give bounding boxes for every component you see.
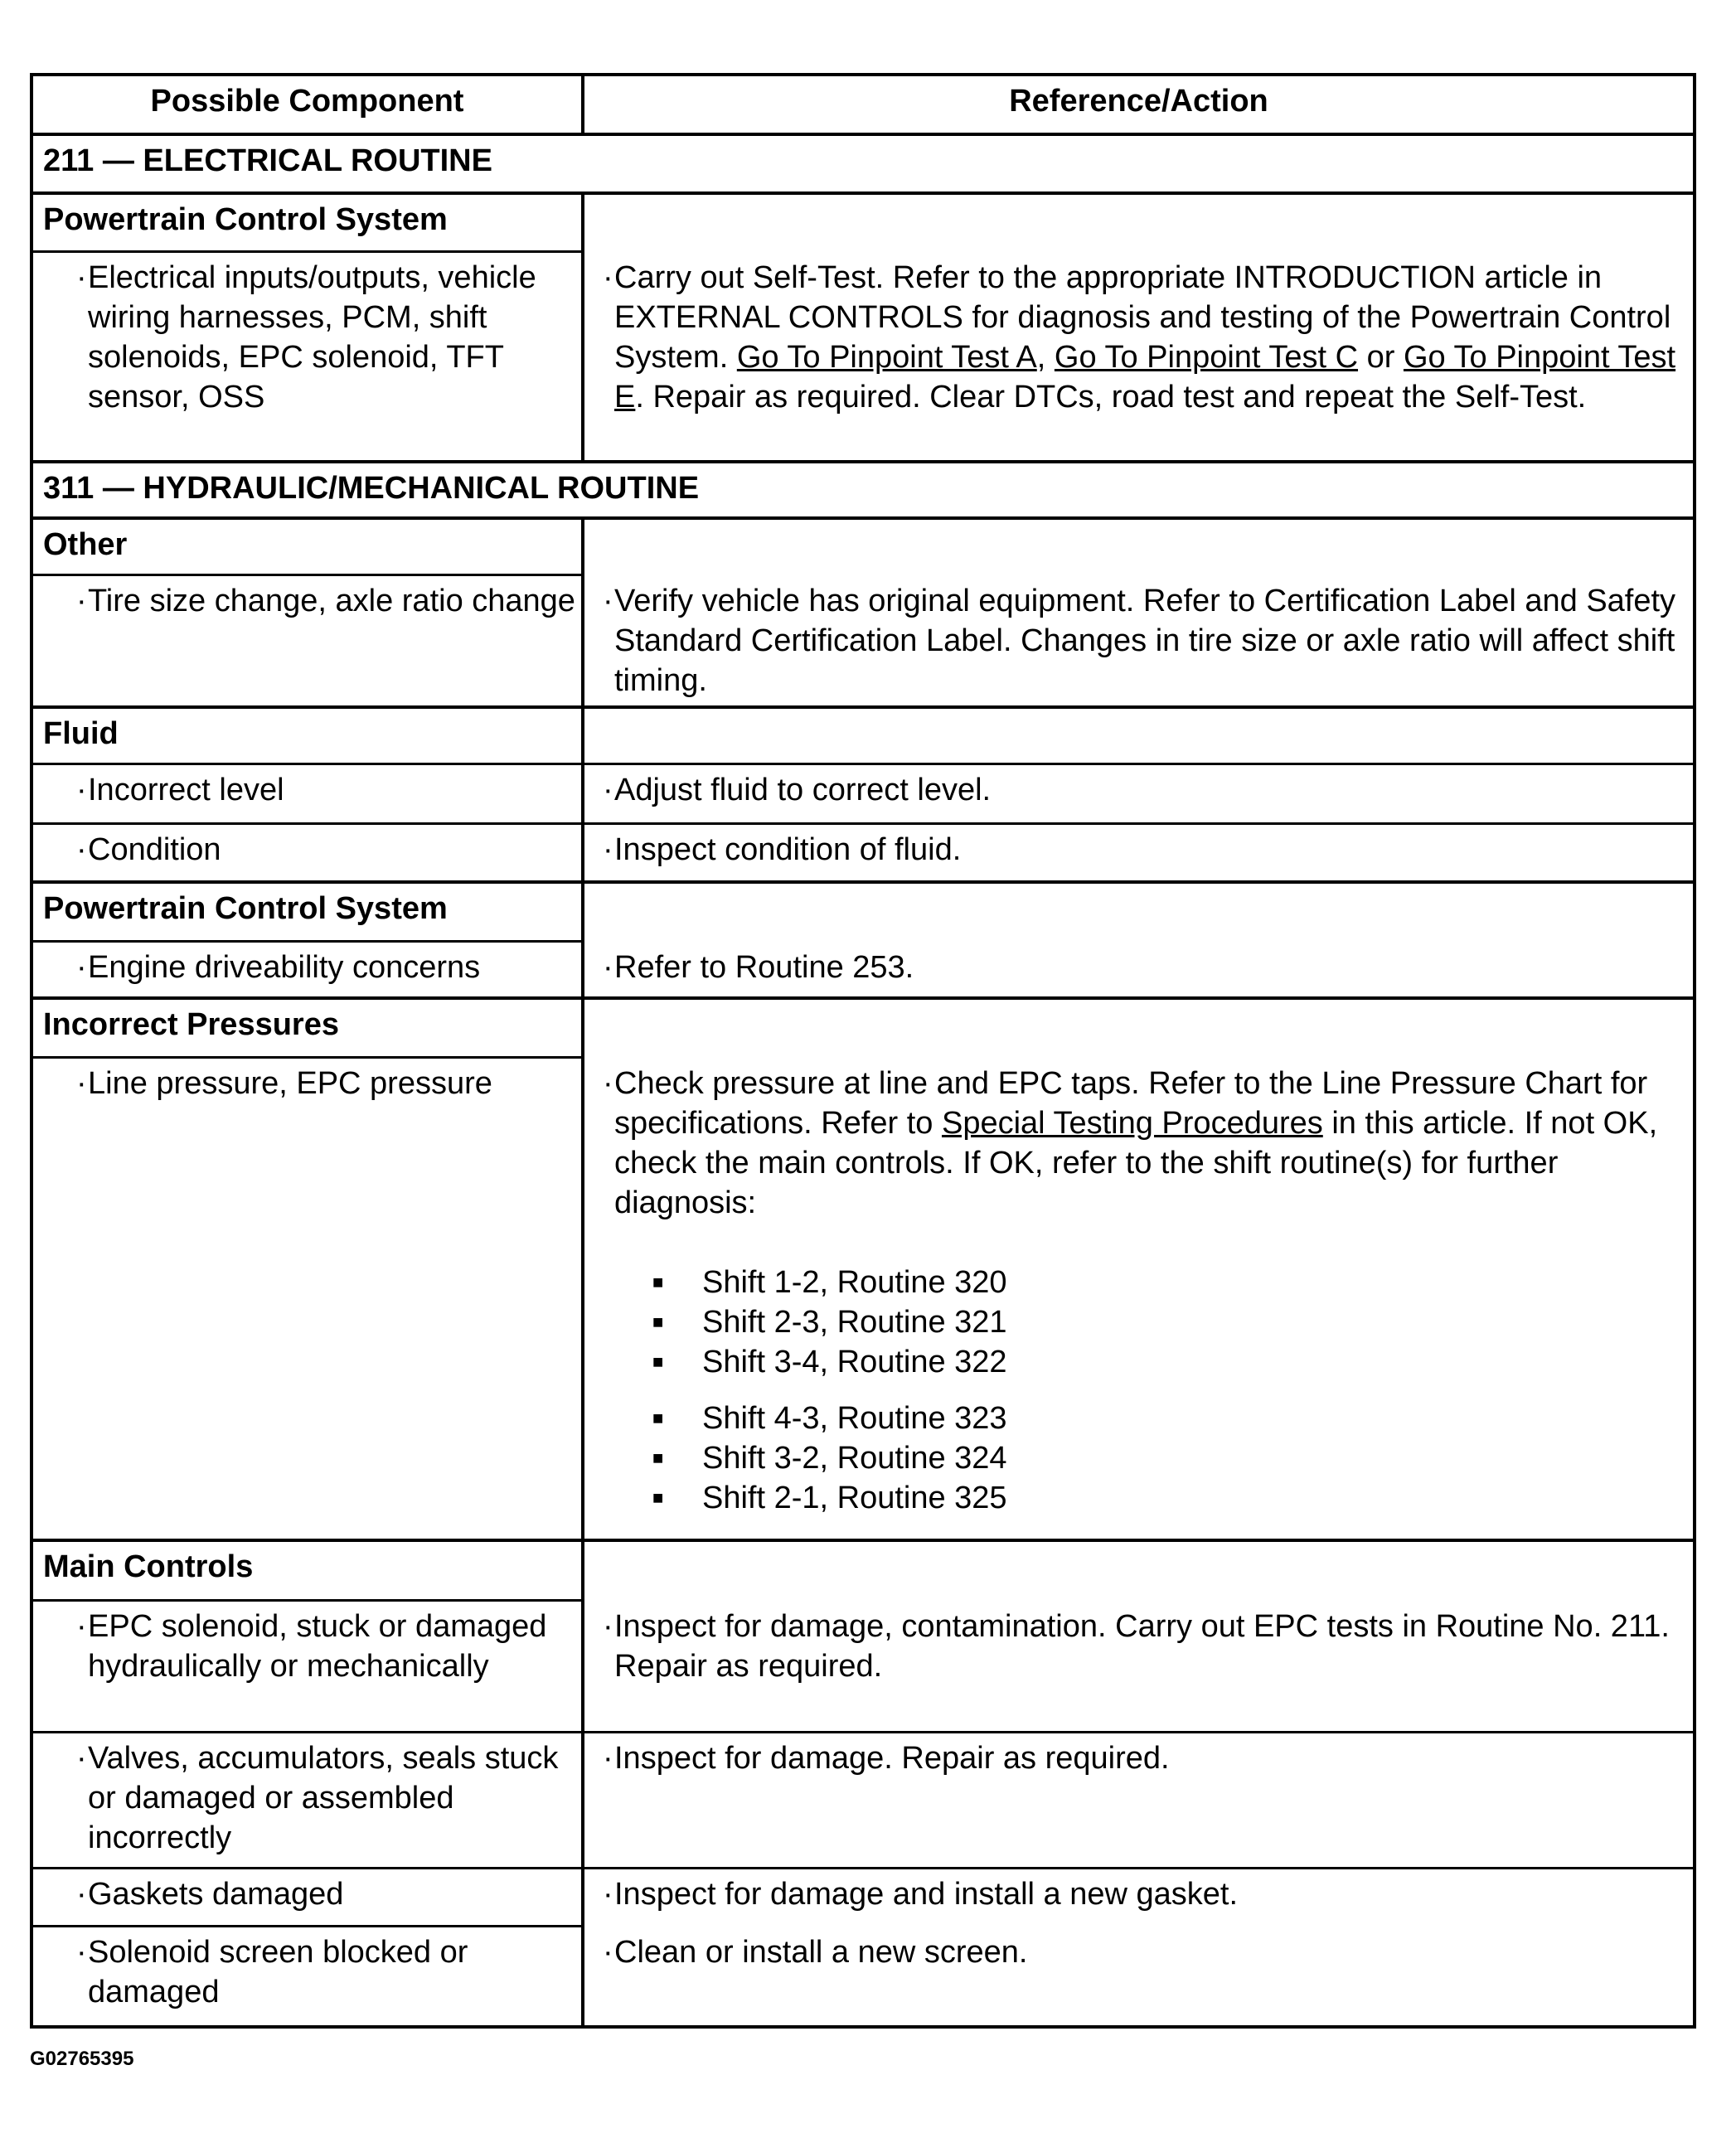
list-item-text: Shift 1-2, Routine 320: [702, 1265, 1007, 1300]
bullet-icon: ·: [603, 1741, 613, 1776]
bullet-icon: ·: [603, 950, 613, 985]
link-pinpoint-test-a[interactable]: Go To Pinpoint Test A: [736, 340, 1037, 375]
component-text: Solenoid screen blocked or damaged: [88, 1935, 468, 2009]
action-cell-epc-tests: [584, 1602, 1693, 1731]
action-text: Inspect for damage and install a new gasket.: [614, 1877, 1239, 1912]
component-text: EPC solenoid, stuck or damaged hydraulically or mechanically: [88, 1609, 547, 1684]
bullet-icon: ·: [76, 773, 87, 807]
bullet-icon: ·: [603, 1935, 613, 1970]
action-cell-inspect-damage: [584, 1733, 1693, 1867]
component-cell-electrical: [33, 253, 581, 460]
action-text: Inspect condition of fluid.: [614, 832, 962, 867]
component-cell-solenoid-screen: [33, 1927, 581, 2025]
bullet-icon: ·: [603, 773, 613, 807]
action-text: Refer to Routine 253.: [614, 950, 914, 985]
action-cell-verify-equipment: [584, 576, 1693, 705]
link-pinpoint-test-c[interactable]: Go To Pinpoint Test C: [1054, 340, 1359, 375]
section-title-211: 211 — ELECTRICAL ROUTINE: [43, 143, 492, 178]
component-cell-condition: [33, 825, 581, 880]
bullet-icon: ·: [603, 584, 613, 618]
list-item: [652, 1302, 1676, 1342]
action-text-part: Check pressure at line and EPC taps. Refer to the Line Pressure Chart for specifications. Refer to: [614, 1066, 1648, 1141]
action-cell-self-test: [584, 253, 1693, 460]
square-bullet-icon: ■: [652, 1272, 664, 1292]
bullet-icon: ·: [76, 832, 87, 867]
list-item: [652, 1342, 1676, 1382]
component-cell-epc-solenoid: [33, 1602, 581, 1731]
bullet-icon: ·: [603, 832, 613, 867]
component-text: Incorrect level: [88, 773, 284, 807]
action-text: Inspect for damage, contamination. Carry out EPC tests in Routine No. 211. Repair as required.: [614, 1609, 1670, 1684]
action-cell-routine-253: [584, 943, 1693, 996]
group-title-powertrain-211: Powertrain Control System: [43, 202, 448, 237]
list-item-text: Shift 2-3, Routine 321: [702, 1305, 1007, 1340]
column-header-component: Possible Component: [150, 84, 464, 119]
square-bullet-icon: ■: [652, 1408, 664, 1428]
list-item-text: Shift 3-2, Routine 324: [702, 1441, 1007, 1476]
action-text-part: Carry out Self-Test. Refer to the appropriate INTRODUCTION article in EXTERNAL CONTROLS for diagnosis and testing of the Powertrain Control System.: [614, 260, 1671, 375]
action-text: [614, 1064, 1676, 1539]
action-cell-check-pressure: [584, 1059, 1693, 1539]
bullet-icon: ·: [76, 1877, 87, 1912]
component-cell-gaskets: [33, 1869, 581, 1925]
component-text: Engine driveability concerns: [88, 950, 481, 985]
list-item-text: Shift 3-4, Routine 322: [702, 1345, 1007, 1379]
action-text: Clean or install a new screen.: [614, 1935, 1028, 1970]
shift-routine-list-downshift: [614, 1399, 1676, 1518]
list-item: [652, 1478, 1676, 1518]
action-text: Verify vehicle has original equipment. Refer to Certification Label and Safety Standard Certification Label. Changes in tire size or axle ratio will affect shift timing.: [614, 584, 1676, 698]
list-item: [652, 1399, 1676, 1438]
bullet-icon: ·: [76, 584, 87, 618]
separator: ,: [1036, 340, 1055, 375]
square-bullet-icon: ■: [652, 1351, 664, 1372]
list-item: [652, 1438, 1676, 1478]
action-cell-new-gasket: [584, 1869, 1693, 1925]
bullet-icon: ·: [76, 1609, 87, 1644]
link-special-testing-procedures[interactable]: Special Testing Procedures: [941, 1106, 1323, 1141]
separator: or: [1358, 340, 1404, 375]
group-title-other: Other: [43, 527, 128, 562]
column-header-action: Reference/Action: [1009, 84, 1268, 119]
action-cell-new-screen: [584, 1927, 1693, 2025]
section-title-311: 311 — HYDRAULIC/MECHANICAL ROUTINE: [43, 471, 700, 506]
bullet-icon: ·: [76, 1066, 87, 1101]
component-cell-line-pressure: [33, 1059, 581, 1539]
action-paragraph: [614, 1064, 1676, 1223]
bullet-icon: ·: [603, 1066, 613, 1101]
action-text-part: in this article. If not OK, check the main controls. If OK, refer to the shift routine(s) for further diagnosis:: [614, 1106, 1658, 1220]
component-text: Valves, accumulators, seals stuck or damaged or assembled incorrectly: [88, 1741, 559, 1855]
action-text-part: . Repair as required. Clear DTCs, road test and repeat the Self-Test.: [635, 380, 1587, 414]
component-text: Condition: [88, 832, 221, 867]
component-text: Gaskets damaged: [88, 1877, 344, 1912]
square-bullet-icon: ■: [652, 1487, 664, 1508]
component-cell-driveability: [33, 943, 581, 996]
bullet-icon: ·: [76, 1935, 87, 1970]
action-cell-adjust-fluid: [584, 765, 1693, 822]
component-cell-incorrect-level: [33, 765, 581, 822]
group-title-pressures: Incorrect Pressures: [43, 1007, 339, 1042]
action-cell-inspect-fluid: [584, 825, 1693, 880]
component-text: Line pressure, EPC pressure: [88, 1066, 492, 1101]
bullet-icon: ·: [76, 260, 87, 295]
list-item-text: Shift 2-1, Routine 325: [702, 1481, 1007, 1515]
list-item-text: Shift 4-3, Routine 323: [702, 1401, 1007, 1436]
bullet-icon: ·: [76, 950, 87, 985]
bullet-icon: ·: [603, 1609, 613, 1644]
component-text: Electrical inputs/outputs, vehicle wiring harnesses, PCM, shift solenoids, EPC solenoid, TFT sensor, OSS: [88, 260, 536, 414]
action-text: Adjust fluid to correct level.: [614, 773, 992, 807]
bullet-icon: ·: [76, 1741, 87, 1776]
group-title-main-controls: Main Controls: [43, 1549, 254, 1584]
component-cell-tire-size: [33, 576, 581, 705]
bullet-icon: ·: [603, 260, 613, 295]
action-text: [614, 258, 1676, 460]
figure-id: G02765395: [30, 2048, 134, 2070]
group-title-powertrain-311: Powertrain Control System: [43, 891, 448, 926]
bullet-icon: ·: [603, 1877, 613, 1912]
square-bullet-icon: ■: [652, 1311, 664, 1332]
group-title-fluid: Fluid: [43, 716, 119, 751]
shift-routine-list-upshift: [614, 1263, 1676, 1382]
square-bullet-icon: ■: [652, 1447, 664, 1468]
link-pinpoint-test-e[interactable]: Go To Pinpoint Test E: [614, 340, 1676, 414]
list-item: [652, 1263, 1676, 1302]
component-text: Tire size change, axle ratio change: [88, 584, 575, 618]
component-cell-valves: [33, 1733, 581, 1867]
action-text: Inspect for damage. Repair as required.: [614, 1741, 1170, 1776]
